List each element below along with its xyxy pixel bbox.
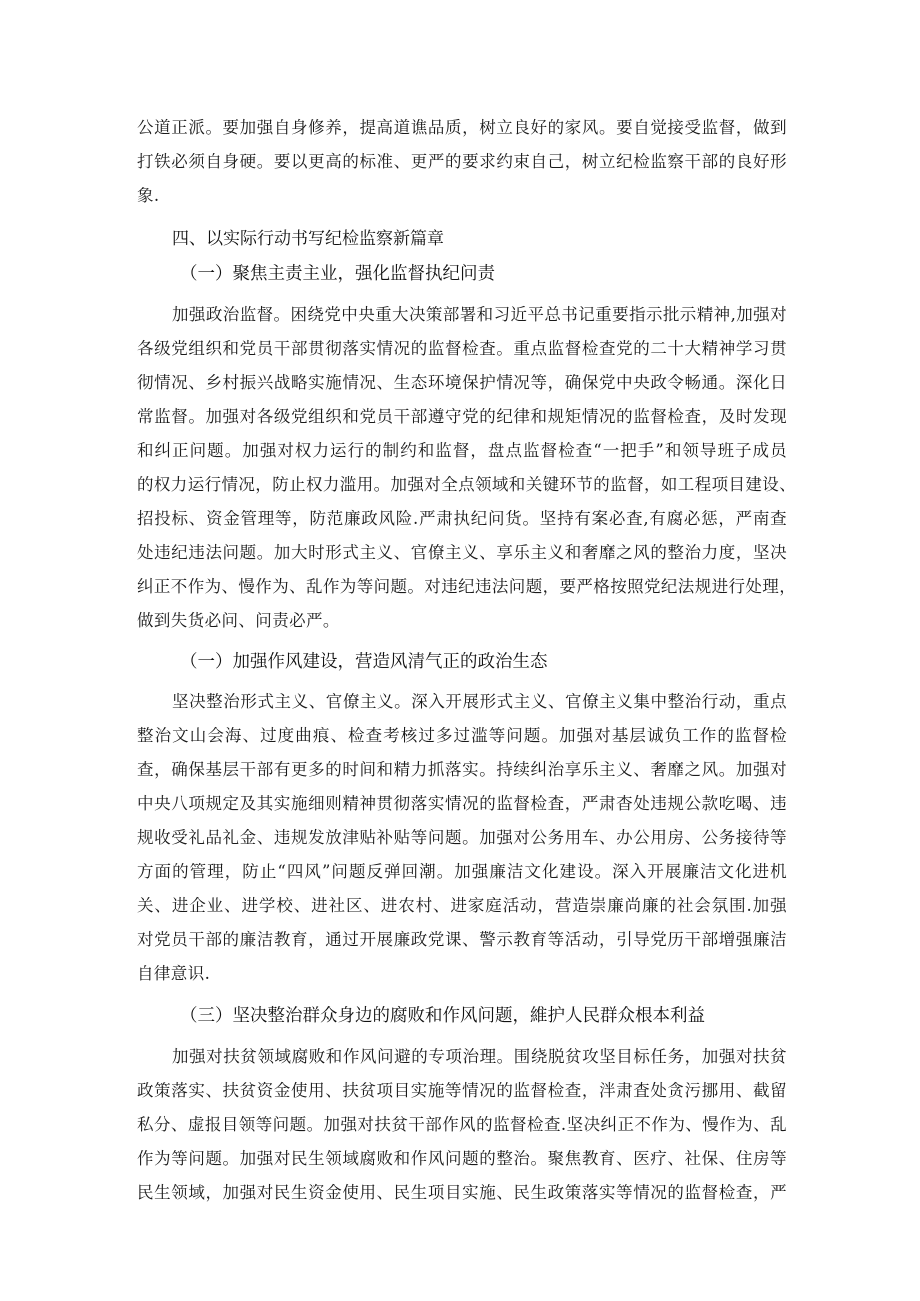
- body-line: 彻情况、乡村振兴战略实施情况、生态环境保护情况等，确保党中央政令畅通。深化日: [137, 373, 787, 392]
- body-line: 政策落实、扶贫资金使用、扶贫项目实施等情况的监督检查，泮肃査处贪污挪用、截留: [137, 1081, 787, 1100]
- body-line: 纠正不作为、慢作为、乱作为等问题。对违纪违法问题，要严格按照党纪法规进行处理，: [137, 577, 797, 596]
- body-line: 和纠正问题。加强对权力运行的制约和监督，盘点监督检查“一把手”和领导班子成员: [137, 441, 787, 460]
- body-line: 加强政治监督。困绕党中央重大决策部署和习近平总书记重要指示批示精神,加强对: [172, 305, 787, 324]
- body-line: 作为等问题。加强对民生领域腐败和作风问题的整治。聚焦教育、医疗、社保、住房等: [137, 1149, 787, 1168]
- body-line: 中央八项规定及其实施细则精神贯彻落实情况的监督检査，严肃杳处违规公款吃喝、违: [137, 794, 787, 813]
- body-line: 整治文山会海、过度曲痕、检查考核过多过滥等问题。加强对基层诚负工作的监督检: [137, 726, 787, 745]
- subsection-heading-2: （一）加强作风建设，营造风清气正的政治生态: [180, 652, 548, 672]
- body-line: 私分、虚报目领等问题。加强对扶贫干部作风的监督检查.坚决纠正不作为、慢作为、乱: [137, 1115, 787, 1134]
- body-line: 自律意识.: [137, 964, 211, 983]
- body-line: 做到失货必问、问责必严。: [137, 611, 340, 630]
- subsection-heading-3: （三）坚决整治群众身边的腐败和作风问题，維护人民群众根本利益: [180, 1006, 705, 1026]
- body-line: 常监督。加强对各级党组织和党员干部遵守党的纪律和规矩情况的监督检査，及时发现: [137, 407, 787, 426]
- body-line: 对党员干部的廉洁教育，通过开展廉政党课、警示教育等活动，引导党历干部增强廉洁: [137, 930, 787, 949]
- body-line: 的权力运行情况，防止权力滥用。加强对全点领域和关键环节的监督，如工程项目建设、: [137, 475, 797, 494]
- body-line: 坚决整治形式主义、官僚主义。深入开展形式主义、官僚主义集中整治行动，重点: [172, 692, 787, 711]
- body-line: 公道正派。要加强自身修养，提高道谯品质，树立良好的家风。要自觉接受监督，做到: [137, 118, 787, 137]
- body-line: 打铁必须自身硬。要以更高的标准、更严的要求约束自己，树立纪检监察干部的良好形: [137, 152, 787, 171]
- body-line: 加强对扶贫领域腐败和作风问避的专项治理。围绕脱贫攻坚目标任务，加强对扶贫: [172, 1047, 787, 1066]
- subsection-heading-1: （一）聚焦主责主业，强化监督执纪问责: [180, 264, 495, 284]
- body-line: 方面的管理，防止“四风”问题反弹回潮。加强廉洁文化建设。深入开展廉洁文化进机: [137, 862, 787, 881]
- body-line: 规收受礼品礼金、违规发放津贴补贴等问题。加强对公务用车、办公用房、公务接待等: [137, 828, 787, 847]
- body-line: 关、进企业、进学校、进社区、进农村、进家庭活动，营造崇廉尚廉的社会氛围.加强: [137, 896, 787, 915]
- body-line: 招投标、资金管理等，防范廉政风险.严肃执纪问货。坚持有案必査,有腐必惩，严南查: [137, 509, 787, 528]
- body-line: 查，确保基层干部有更多的时间和精力抓落实。持续纠治享乐主义、奢靡之风。加强对: [137, 760, 787, 779]
- section-heading: 四、以实际行动书写纪检监察新篇章: [172, 229, 444, 249]
- body-line: 民生领域，加强对民生资金使用、民生项目实施、民生政策落实等情况的监督检查，严: [137, 1183, 787, 1202]
- body-line: 象.: [137, 186, 160, 205]
- body-line: 处违纪违法问题。加大时形式主义、官僚主义、享乐主义和奢靡之风的整治力度，坚决: [137, 543, 787, 562]
- body-line: 各级党组织和党员干部贯彻落实情况的监督检査。重点监督检查党的二十大精神学习贯: [137, 339, 787, 358]
